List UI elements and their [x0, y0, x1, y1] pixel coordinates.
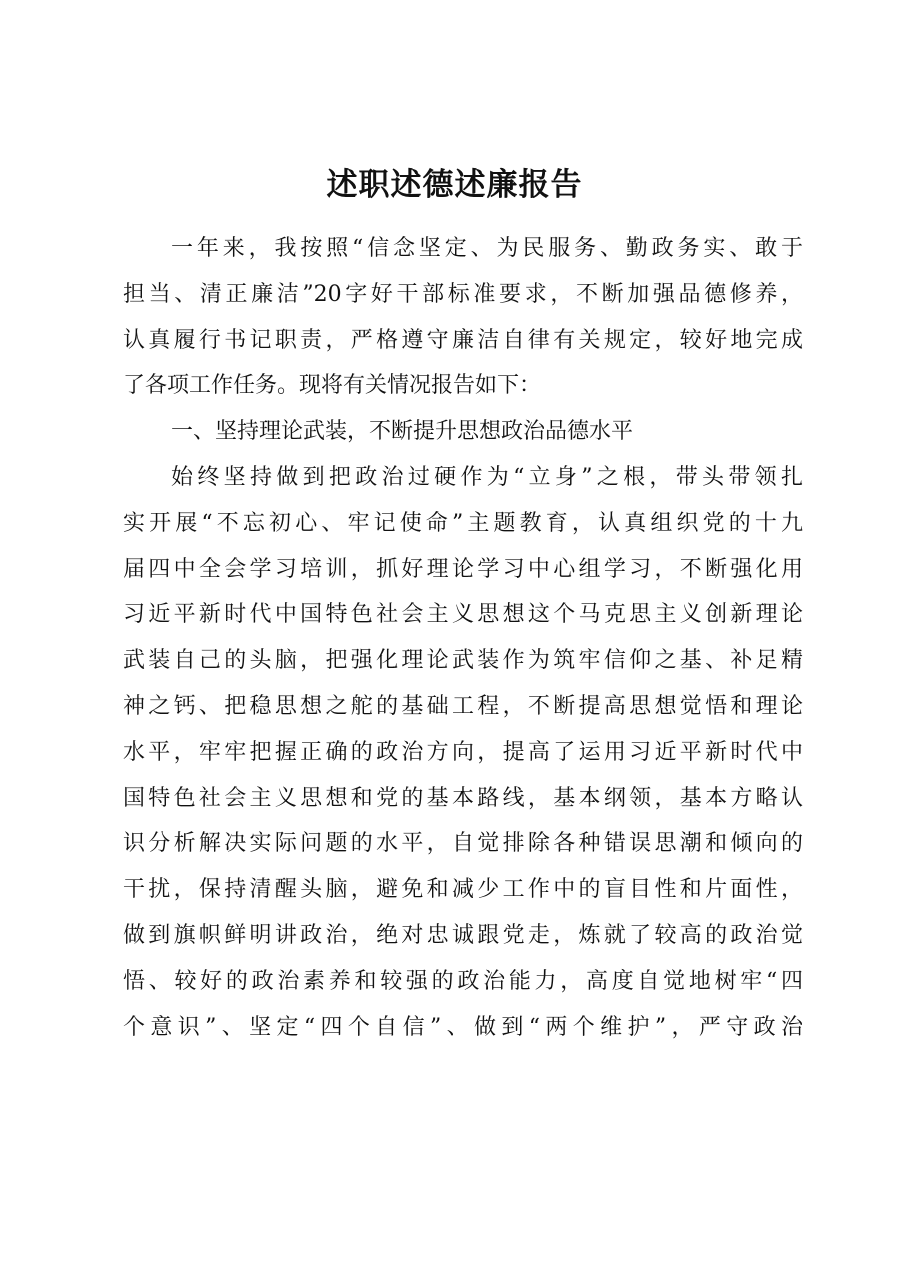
paragraph-line: 识分析解决实际问题的水平，自觉排除各种错误思潮和倾向的	[123, 831, 803, 857]
paragraph-line: 届四中全会学习培训，抓好理论学习中心组学习，不断强化用	[123, 556, 803, 582]
paragraph-line: 干扰，保持清醒头脑，避免和减少工作中的盲目性和片面性，	[123, 877, 803, 903]
paragraph-line: 实开展“不忘初心、牢记使命”主题教育，认真组织党的十九	[123, 510, 803, 536]
paragraph-line: 一年来，我按照“信念坚定、为民服务、勤政务实、敢于	[171, 236, 803, 261]
document-body	[123, 226, 803, 1050]
section-heading: 一、坚持理论武装，不断提升思想政治品德水平	[171, 419, 634, 445]
paragraph-line: 神之钙、把稳思想之舵的基础工程，不断提高思想觉悟和理论	[123, 693, 803, 719]
document-title: 述职述德述廉报告	[326, 167, 583, 203]
paragraph-line: 做到旗帜鲜明讲政治，绝对忠诚跟党走，炼就了较高的政治觉	[123, 922, 803, 948]
paragraph-line: 武装自己的头脑，把强化理论武装作为筑牢信仰之基、补足精	[123, 648, 803, 674]
paragraph-line: 水平，牢牢把握正确的政治方向，提高了运用习近平新时代中	[123, 739, 803, 765]
paragraph-line: 担当、清正廉洁”20字好干部标准要求，不断加强品德修养，	[123, 281, 803, 307]
paragraph-line: 始终坚持做到把政治过硬作为“立身”之根，带头带领扎	[171, 464, 803, 490]
paragraph-line: 个意识”、坚定“四个自信”、做到“两个维护”，严守政治	[123, 1014, 803, 1040]
paragraph-line: 国特色社会主义思想和党的基本路线，基本纲领，基本方略认	[123, 785, 803, 811]
paragraph-line: 习近平新时代中国特色社会主义思想这个马克思主义创新理论	[123, 602, 803, 628]
paragraph-line: 认真履行书记职责，严格遵守廉洁自律有关规定，较好地完成	[123, 327, 803, 353]
paragraph-line: 悟、较好的政治素养和较强的政治能力，高度自觉地树牢“四	[123, 968, 803, 994]
paragraph-line: 了各项工作任务。现将有关情况报告如下：	[123, 373, 542, 399]
